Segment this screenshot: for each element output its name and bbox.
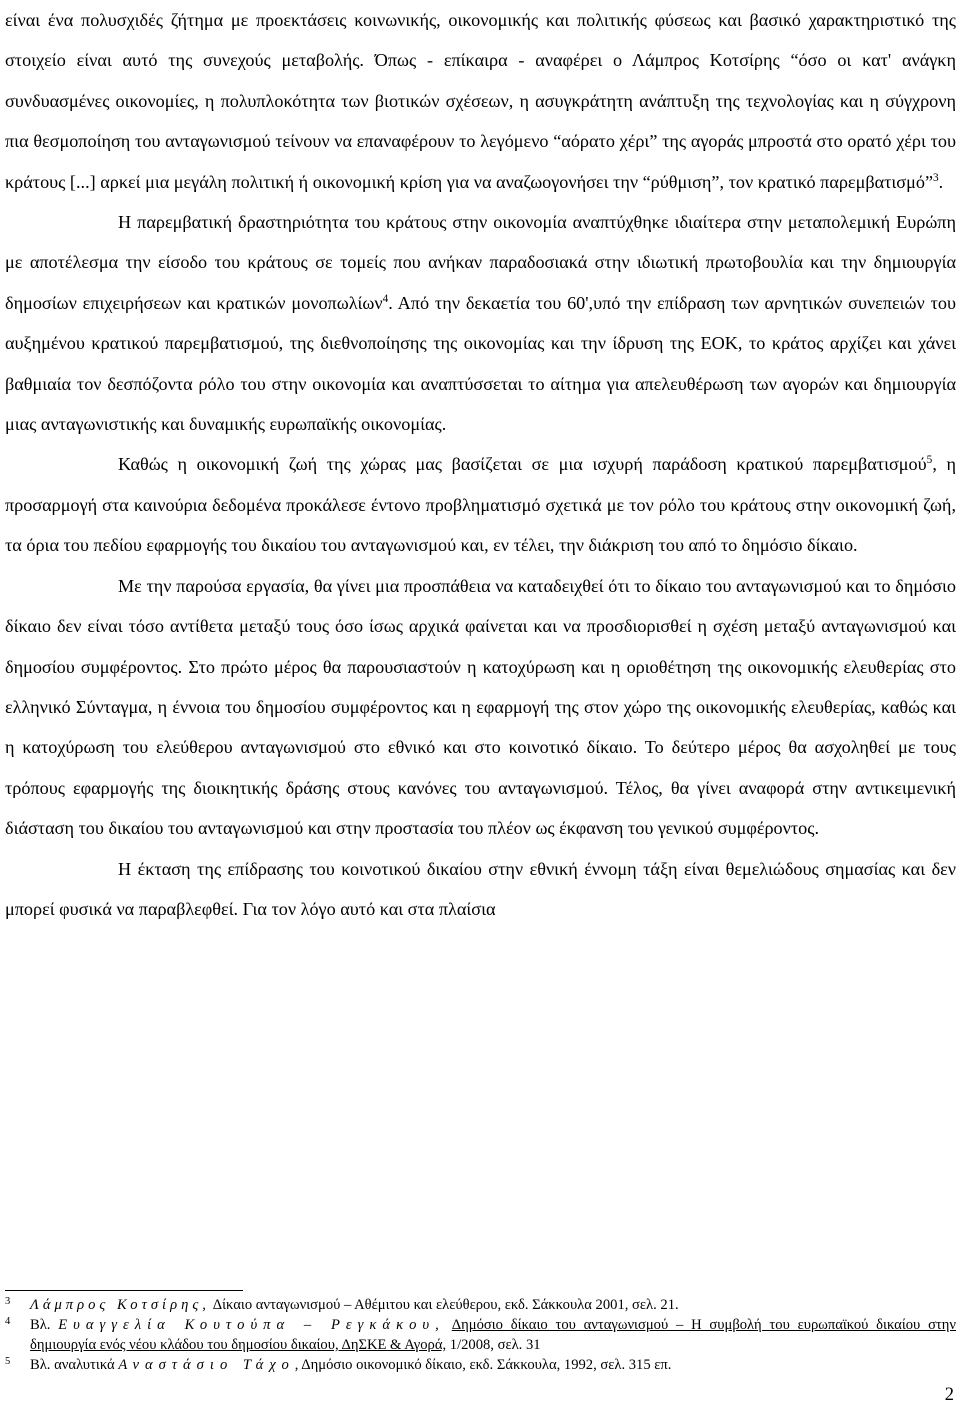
paragraph-4-text: Με την παρούσα εργασία, θα γίνει μια προσπάθεια να καταδειχθεί ότι το δίκαιο του ανταγωνισμού και το δημόσιο δίκαιο δεν είναι τόσο αντίθετα μεταξύ τους όσο ίσως αρχικά φαίνεται και να προσδιορισθεί η σχέση μεταξύ ανταγωνισμού και δημοσίου συμφέροντος. Στο πρώτο μέρος θα παρουσιαστούν η κατοχύρωση και η οριοθέτηση της οικονομικής ελευθερίας στο ελληνικό Σύνταγμα, η έννοια του δημοσίου συμφέροντος και η εφαρμογή της στον χώρο της οικονομικής ελευθερίας, καθώς και η κατοχύρωση του ελεύθερου ανταγωνισμού στο εθνικό και στο κοινοτικό δίκαιο. Το δεύτερο μέρος θα ασχοληθεί με τους τρόπους εφαρμογής της διοικητικής δράσης στους κανόνες του ανταγωνισμού. Τέλος, θα γίνει αναφορά στην αντικειμενική διάσταση του δικαίου του ανταγωνισμού και στην προστασία του πλέον ως έκφανση του γενικού συμφέροντος. — [5, 575, 956, 839]
footnote-text: Δίκαιο ανταγωνισμού – Αθέμιτου και ελεύθερου, εκδ. Σάκκουλα 2001, σελ. 21. — [209, 1297, 679, 1313]
paragraph-2 — [5, 202, 956, 444]
footnote-ref-5[interactable]: 5 — [926, 454, 933, 467]
footnote-3 — [5, 1295, 956, 1315]
paragraph-3-tail: , η προσαρμογή στα καινούρια δεδομένα προκάλεσε έντονο προβληματισμό σχετικά με τον ρόλο του κράτους στην οικονομική ζωή, τα όρια του πεδίου εφαρμογής του δικαίου του ανταγωνισμού και, εν τέλει, την διάκριση του από το δημόσιο δίκαιο. — [5, 454, 957, 556]
footnote-prefix: Βλ. — [30, 1317, 59, 1333]
footnote-text: , Δημόσιο οικονομικό δίκαιο, εκδ. Σάκκουλα, 1992, σελ. 315 επ. — [294, 1357, 672, 1373]
footnote-4 — [5, 1315, 956, 1355]
footnote-prefix: Βλ. αναλυτικά — [30, 1357, 119, 1373]
footnote-ref-4[interactable]: 4 — [382, 292, 389, 305]
footnote-ref-3[interactable]: 3 — [933, 171, 939, 184]
document-body — [5, 0, 956, 929]
paragraph-4 — [5, 566, 956, 849]
footnote-author: Λάμπρος Κοτσίρης, — [30, 1297, 210, 1313]
paragraph-1-tail: . — [938, 171, 944, 192]
paragraph-5 — [5, 849, 956, 930]
footnote-number: 5 — [5, 1356, 11, 1367]
footnotes — [5, 1290, 956, 1375]
footnote-separator — [5, 1290, 243, 1291]
paragraph-3 — [5, 444, 956, 565]
footnote-5 — [5, 1355, 956, 1375]
page-number: 2 — [944, 1385, 954, 1405]
footnote-title: Δημόσιο δίκαιο του ανταγωνισμού – Η συμβολή του ευρωπαϊκού δικαίου στην δημιουργία ενός νέου κλάδου του δημοσίου δικαίου, ΔηΣΚΕ & Αγορά, — [30, 1317, 957, 1353]
footnote-author: Αναστάσιο Τάχο — [118, 1357, 295, 1373]
footnote-number: 4 — [5, 1316, 11, 1327]
paragraph-1 — [5, 0, 956, 202]
footnote-author: Ευαγγελία Κουτούπα – Ρεγκάκου, — [58, 1317, 445, 1333]
paragraph-3-text: Καθώς η οικονομική ζωή της χώρας μας βασίζεται σε μια ισχυρή παράδοση κρατικού παρεμβατισμού — [118, 454, 927, 475]
paragraph-2-text: Η παρεμβατική δραστηριότητα του κράτους στην οικονομία αναπτύχθηκε ιδιαίτερα στην μεταπολεμική Ευρώπη με αποτέλεσμα την είσοδο του κράτους σε τομείς που ανήκαν παραδοσιακά στην ιδιωτική πρωτοβουλία και την δημιουργία δημοσίων επιχειρήσεων και κρατικών μονοπωλίων — [5, 212, 956, 313]
footnote-number: 3 — [5, 1296, 11, 1307]
paragraph-2-tail: . Από την δεκαετία του 60',υπό την επίδραση των αρνητικών συνεπειών του αυξημένου κρατικού παρεμβατισμού, της διεθνοποίησης της οικονομίας και την ίδρυση της ΕΟΚ, το κράτος αρχίζει και χάνει βαθμιαία τον δεσπόζοντα ρόλο του στην οικονομία και αναπτύσσεται το αίτημα για απελευθέρωση των αγορών και δημιουργία μιας ανταγωνιστικής και δυναμικής ευρωπαϊκής οικονομίας. — [5, 292, 956, 435]
paragraph-5-text: Η έκταση της επίδρασης του κοινοτικού δικαίου στην εθνική έννομη τάξη είναι θεμελιώδους σημασίας και δεν μπορεί φυσικά να παραβλεφθεί. Για τον λόγο αυτό και στα πλαίσια — [5, 858, 956, 919]
paragraph-1-text: είναι ένα πολυσχιδές ζήτημα με προεκτάσεις κοινωνικής, οικονομικής και πολιτικής φύσεως και βασικό χαρακτηριστικό της στοιχείο είναι αυτό της συνεχούς μεταβολής. Όπως - επίκαιρα - αναφέρει ο Λάμπρος Κοτσίρης “όσο οι κατ' ανάγκη συνδυασμένες οικονομίες, η πολυπλοκότητα των βιοτικών σχέσεων, η ασυγκράτητη ανάπτυξη της τεχνολογίας και η σύγχρονη πια θεσμοποίηση του ανταγωνισμού τείνουν να επαναφέρουν το λεγόμενο “αόρατο χέρι” της αγοράς μπροστά στο ορατό χέρι του κράτους [...] αρκεί μια μεγάλη πολιτική ή οικονομική κρίση για να αναζωογονήσει την “ρύθμιση”, τον κρατικό παρεμβατισμό” — [5, 10, 956, 192]
footnote-text: 1/2008, σελ. 31 — [446, 1337, 541, 1353]
